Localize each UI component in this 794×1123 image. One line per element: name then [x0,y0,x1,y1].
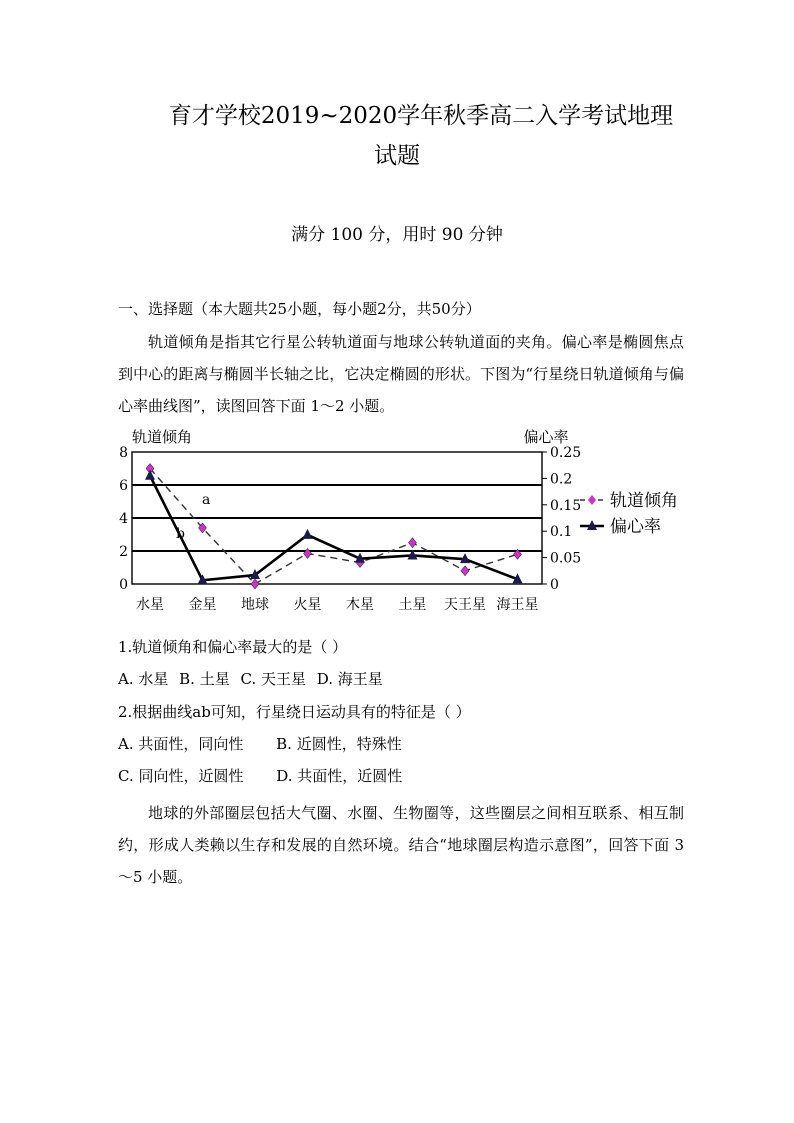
y-right-tick-label: 0.1 [550,524,573,541]
planet-orbit-chart [118,424,678,620]
intro-paragraph-2: 地球的外部圈层包括大气圈、水圈、生物圈等，这些圈层之间相互联系、相互制约，形成人类赖以生存和发展的自然环境。结合“地球圈层构造示意图”，回答下面 3～5 小题。 [118,804,684,886]
x-tick-label: 火星 [293,597,322,613]
triangle-marker [303,529,313,539]
curve-annotation-a: a [202,492,211,508]
y-right-tick-label: 0.2 [550,471,573,488]
diamond-marker [304,548,312,558]
intro-paragraph: 轨道倾角是指其它行星公转轨道面与地球公转轨道面的夹角。偏心率是椭圆焦点到中心的距离与椭圆半长轴之比，它决定椭圆的形状。下图为“行星绕日轨道倾角与偏心率曲线图”，读图回答下面 1～2 小题。 [118,333,684,415]
y-left-tick-label: 8 [119,445,128,461]
y-left-axis-label: 轨道倾角 [132,428,193,446]
x-tick-label: 水星 [136,597,164,613]
y-left-tick-label: 2 [119,544,128,560]
x-tick-label: 海王星 [496,597,539,613]
exam-info: 满分 100 分，用时 90 分钟 [291,225,503,245]
q1-option-b[interactable]: B. 土星 [179,670,230,688]
section-heading: 一、选择题（本大题共25小题，每小题2分，共50分） [118,300,481,318]
q1-option-c[interactable]: C. 天王星 [240,670,306,688]
q2-option-c[interactable]: C. 同向性，近圆性 [118,767,244,785]
y-right-axis-label: 偏心率 [523,428,569,446]
y-right-tick-label: 0.05 [550,550,582,567]
x-tick-label: 土星 [398,597,427,613]
legend-label-ecc: 偏心率 [610,517,661,537]
q2-option-a[interactable]: A. 共面性，同向性 [118,735,244,753]
q2-option-d[interactable]: D. 共面性，近圆性 [276,767,403,785]
question-2-options-row1 [118,733,402,754]
x-tick-label: 地球 [241,597,269,613]
x-tick-label: 天王星 [444,597,486,613]
x-tick-label: 金星 [188,597,217,613]
question-1-options [118,668,383,689]
question-2-options-row2 [118,765,402,786]
title-line-1: 育才学校2019~2020学年秋季高二入学考试地理 [168,103,674,129]
page-title [0,96,794,176]
y-left-tick-label: 0 [119,577,128,593]
diamond-marker [588,495,596,505]
question-2-stem: 2.根据曲线ab可知，行星绕日运动具有的特征是（ ） [118,703,471,721]
q1-option-d[interactable]: D. 海王星 [316,670,383,688]
q2-option-b[interactable]: B. 近圆性，特殊性 [276,735,402,753]
y-left-tick-label: 4 [119,511,128,527]
y-right-tick-label: 0.15 [550,497,582,514]
legend-label-incl: 轨道倾角 [610,491,678,511]
y-right-tick-label: 0 [550,577,559,593]
x-tick-label: 木星 [346,597,374,613]
q1-option-a[interactable]: A. 水星 [118,670,169,688]
triangle-marker [145,470,155,480]
title-line-2: 试题 [374,143,420,169]
diamond-marker [251,579,259,589]
curve-annotation-b: b [176,526,185,542]
y-right-tick-label: 0.25 [550,445,582,461]
triangle-marker [250,569,260,579]
question-1-stem: 1.轨道倾角和偏心率最大的是（ ） [118,638,348,656]
diamond-marker [409,538,417,548]
y-left-tick-label: 6 [119,478,128,494]
diamond-marker [461,566,469,576]
